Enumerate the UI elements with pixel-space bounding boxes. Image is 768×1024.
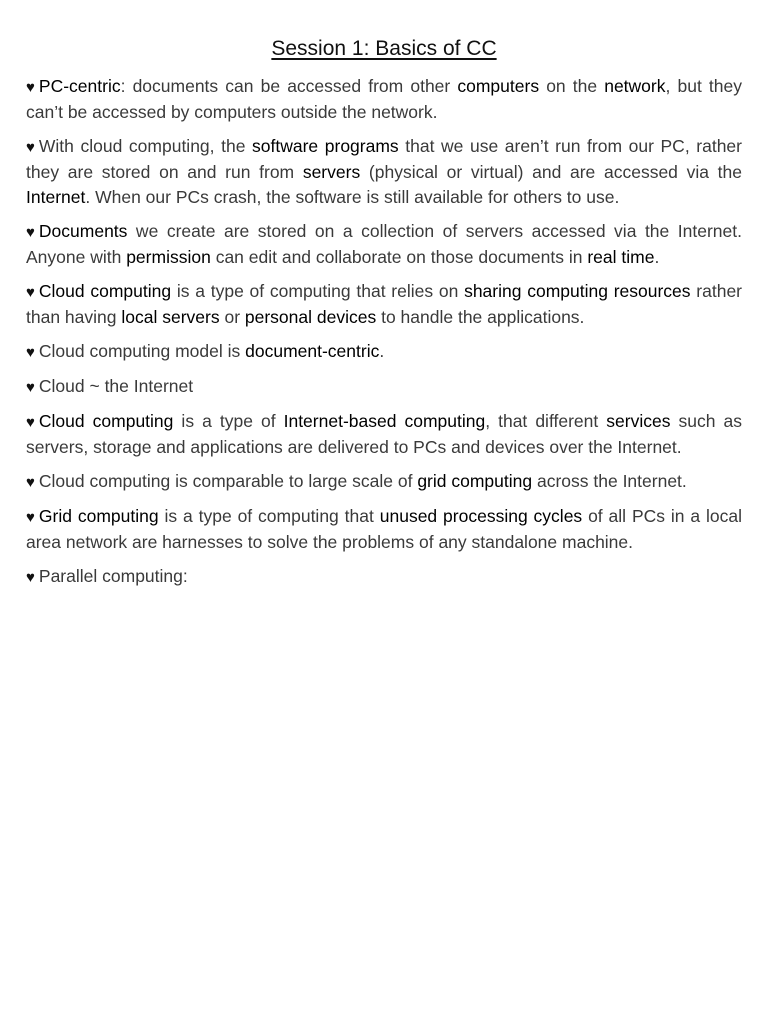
paragraph-text: Cloud ~ the Internet [38, 376, 194, 396]
paragraph-text: such as servers, storage and applications are delivered to PCs and devices over the Internet. [26, 411, 742, 457]
keyword: Grid computing [38, 506, 159, 526]
paragraph-text: rather than having [26, 281, 743, 327]
keyword: real time [587, 247, 655, 267]
paragraph-text: across the Internet. [532, 471, 687, 491]
keyword: servers [302, 162, 361, 182]
heart-icon: ♥ [26, 344, 35, 361]
keyword: document-centric [245, 341, 380, 361]
heart-icon: ♥ [26, 379, 35, 396]
document-page [26, 34, 742, 599]
bullet-paragraph [26, 374, 742, 400]
paragraph-text: can edit and collaborate on those documents in [210, 247, 588, 267]
page-title: Session 1: Basics of CC [271, 37, 497, 60]
paragraph-text: Parallel computing: [38, 566, 188, 586]
paragraph-text: . When our PCs crash, the software is still available for others to use. [85, 187, 620, 207]
heart-icon: ♥ [26, 224, 35, 241]
paragraph-text: (physical or virtual) and are accessed via the [360, 162, 742, 182]
paragraph-text: of all PCs in a local area network are harnesses to solve the problems of any standalone machine. [26, 506, 742, 552]
paragraph-text: or [219, 307, 245, 327]
heart-icon: ♥ [26, 79, 35, 96]
keyword: personal devices [244, 307, 377, 327]
keyword: software programs [252, 136, 399, 156]
heart-icon: ♥ [26, 474, 35, 491]
bullet-paragraph [26, 504, 742, 555]
keyword: network [604, 76, 666, 96]
bullet-paragraph [26, 564, 742, 590]
paragraph-text: Cloud computing is comparable to large scale of [38, 471, 418, 491]
keyword: Documents [38, 221, 128, 241]
keyword: Internet-based computing [283, 411, 486, 431]
bullet-paragraph [26, 74, 742, 125]
keyword: PC-centric [38, 76, 121, 96]
keyword: Cloud computing [38, 281, 172, 301]
keyword: computers [457, 76, 540, 96]
paragraph-text: With cloud computing, the [38, 136, 253, 156]
paragraph-text: on the [539, 76, 605, 96]
keyword: unused processing cycles [379, 506, 583, 526]
heart-icon: ♥ [26, 509, 35, 526]
heart-icon: ♥ [26, 414, 35, 431]
bullet-paragraph [26, 409, 742, 460]
bullet-paragraph [26, 469, 742, 495]
paragraph-text: is a type of computing that relies on [171, 281, 465, 301]
keyword: sharing computing resources [464, 281, 691, 301]
bullet-paragraph [26, 134, 742, 210]
paragraph-text: . [654, 247, 660, 267]
heart-icon: ♥ [26, 284, 35, 301]
bullet-paragraph [26, 279, 742, 330]
paragraph-text: that we use aren’t run from our PC, rather they are stored on and run from [26, 136, 742, 182]
paragraph-text: to handle the applications. [376, 307, 585, 327]
keyword: grid computing [417, 471, 533, 491]
bullet-paragraph [26, 339, 742, 365]
keyword: Internet [26, 187, 86, 207]
keyword: local servers [121, 307, 220, 327]
heart-icon: ♥ [26, 139, 35, 156]
heart-icon: ♥ [26, 569, 35, 586]
paragraph-text: is a type of computing that [158, 506, 380, 526]
paragraph-text: , but they can’t be accessed by computers outside the network. [26, 76, 742, 122]
keyword: Cloud computing [38, 411, 174, 431]
document-body [26, 74, 742, 590]
keyword: permission [126, 247, 211, 267]
paragraph-text: is a type of [173, 411, 284, 431]
paragraph-text: we create are stored on a collection of servers accessed via the Internet. Anyone with [26, 221, 742, 267]
bullet-paragraph [26, 219, 742, 270]
paragraph-text: : documents can be accessed from other [120, 76, 458, 96]
paragraph-text: , that different [485, 411, 607, 431]
paragraph-text: . [379, 341, 385, 361]
keyword: services [606, 411, 671, 431]
paragraph-text: Cloud computing model is [38, 341, 246, 361]
